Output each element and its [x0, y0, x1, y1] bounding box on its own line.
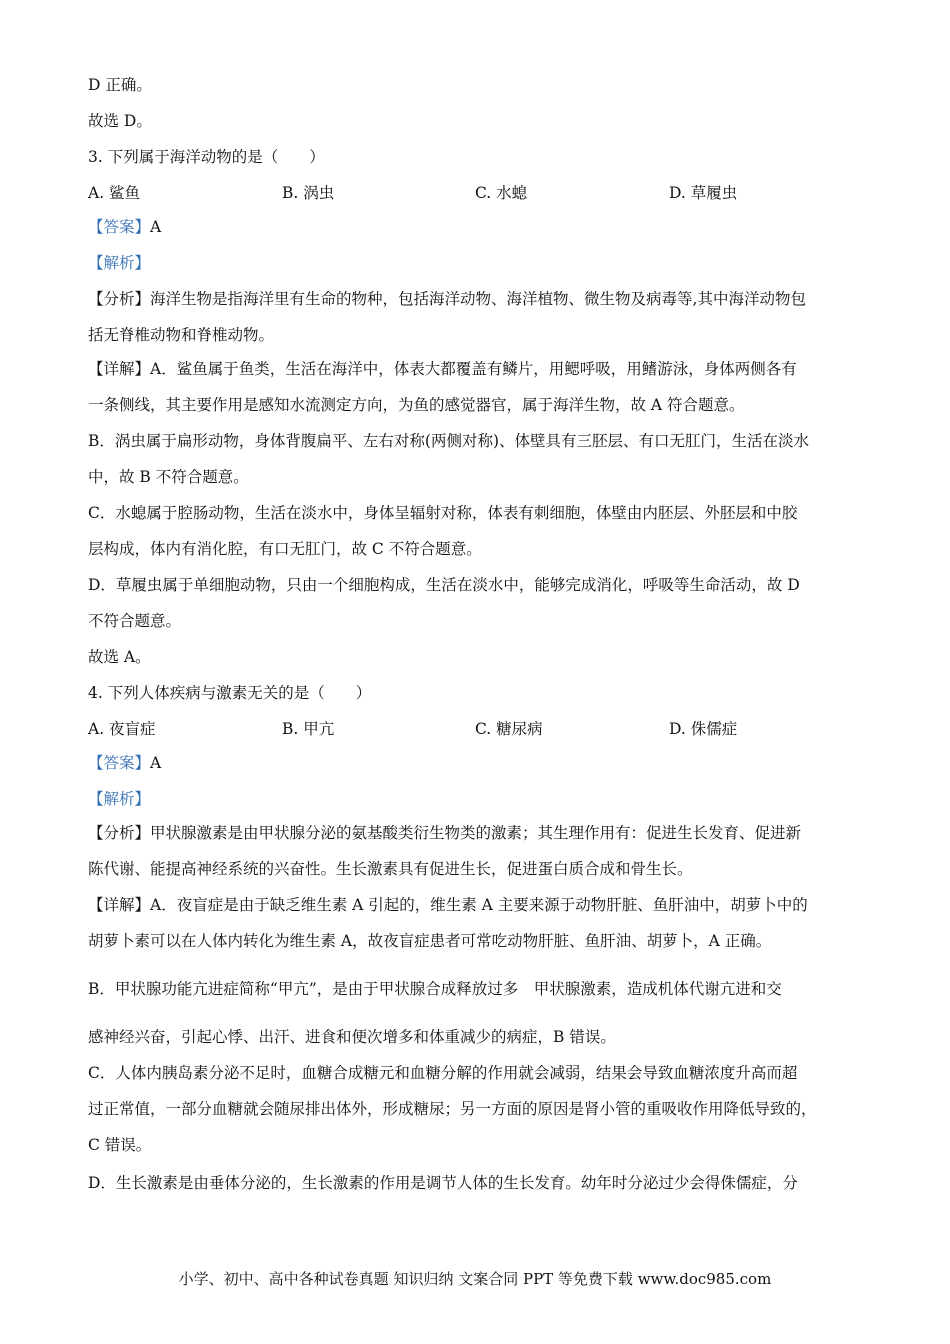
text-line: D．草履虫属于单细胞动物，只由一个细胞构成，生活在淡水中，能够完成消化，呼吸等生命活动，故 D: [88, 576, 800, 594]
text-line: 中，故 B 不符合题意。: [88, 468, 249, 486]
analysis-line: 【分析】甲状腺激素是由甲状腺分泌的氨基酸类衍生物类的激素；其生理作用有：促进生长发育、促进新: [88, 824, 802, 842]
answer-value: A: [150, 754, 162, 772]
answer-line: [88, 752, 161, 774]
text-line: 故选 D。: [88, 112, 152, 130]
text-line: C．人体内胰岛素分泌不足时，血糖合成糖元和血糖分解的作用就会减弱，结果会导致血糖浓度升高而超: [88, 1064, 798, 1082]
question-3-option-b: B. 涡虫: [282, 184, 335, 202]
text-line: 一条侧线，其主要作用是感知水流测定方向，为鱼的感觉器官，属于海洋生物，故 A 符合题意。: [88, 396, 745, 414]
analysis-tag: 【分析】: [88, 824, 151, 842]
text-line: 层构成，体内有消化腔，有口无肛门，故 C 不符合题意。: [88, 540, 482, 558]
text-line: 过正常值，一部分血糖就会随尿排出体外，形成糖尿；另一方面的原因是肾小管的重吸收作用降低导致的，: [88, 1100, 817, 1118]
question-4-option-b: B. 甲亢: [282, 720, 335, 738]
answer-tag: 【答案】: [88, 218, 151, 236]
detail-line: 【详解】A．夜盲症是由于缺乏维生素 A 引起的，维生素 A 主要来源于动物肝脏、鱼肝油中，胡萝卜中的: [88, 896, 808, 914]
answer-line: [88, 216, 161, 238]
text-line: B．甲状腺功能亢进症简称“甲亢”，是由于甲状腺合成释放过多 甲状腺激素，造成机体代谢亢进和交: [88, 980, 782, 998]
text-line: D．生长激素是由垂体分泌的，生长激素的作用是调节人体的生长发育。幼年时分泌过少会得侏儒症，分: [88, 1174, 798, 1192]
text-line: C 错误。: [88, 1136, 152, 1154]
detail-line: 【详解】A．鲨鱼属于鱼类，生活在海洋中，体表大都覆盖有鳞片，用鳃呼吸，用鳍游泳，身体两侧各有: [88, 360, 797, 378]
question-4-option-d: D. 侏儒症: [669, 720, 738, 738]
explanation-tag: 【解析】: [88, 254, 151, 272]
footer-text: 小学、初中、高中各种试卷真题 知识归纳 文案合同 PPT 等免费下载 www.doc985.com: [178, 1270, 772, 1288]
question-3-option-c: C. 水螅: [475, 184, 528, 202]
text-line: C．水螅属于腔肠动物，生活在淡水中，身体呈辐射对称，体表有刺细胞，体壁由内胚层、外胚层和中胶: [88, 504, 798, 522]
detail-tag: 【详解】: [88, 896, 151, 914]
question-4-option-c: C. 糖尿病: [475, 720, 543, 738]
text-line: 陈代谢、能提高神经系统的兴奋性。生长激素具有促进生长，促进蛋白质合成和骨生长。: [88, 860, 693, 878]
text-line: 胡萝卜素可以在人体内转化为维生素 A，故夜盲症患者可常吃动物肝脏、鱼肝油、胡萝卜，A 正确。: [88, 932, 772, 950]
text-line: 不符合题意。: [88, 612, 182, 630]
answer-value: A: [150, 218, 162, 236]
question-3-option-a: A. 鲨鱼: [88, 184, 141, 202]
text-line: D 正确。: [88, 76, 152, 94]
question-3-option-d: D. 草履虫: [669, 184, 738, 202]
question-3-title: 3. 下列属于海洋动物的是（ ）: [88, 148, 325, 166]
text-line: 故选 A。: [88, 648, 151, 666]
text-line: 括无脊椎动物和脊椎动物。: [88, 326, 275, 344]
question-4-option-a: A. 夜盲症: [88, 720, 156, 738]
detail-tag: 【详解】: [88, 360, 151, 378]
answer-tag: 【答案】: [88, 754, 151, 772]
text-line: 感神经兴奋，引起心悸、出汗、进食和便次增多和体重减少的病症，B 错误。: [88, 1028, 616, 1046]
question-4-title: 4. 下列人体疾病与激素无关的是（ ）: [88, 684, 372, 702]
text-line: B．涡虫属于扁形动物，身体背腹扁平、左右对称(两侧对称)、体壁具有三胚层、有口无肛门，生活在淡水: [88, 432, 809, 450]
analysis-tag: 【分析】: [88, 290, 151, 308]
explanation-tag: 【解析】: [88, 790, 151, 808]
analysis-line: 【分析】海洋生物是指海洋里有生命的物种，包括海洋动物、海洋植物、微生物及病毒等,其中海洋动物包: [88, 290, 806, 308]
